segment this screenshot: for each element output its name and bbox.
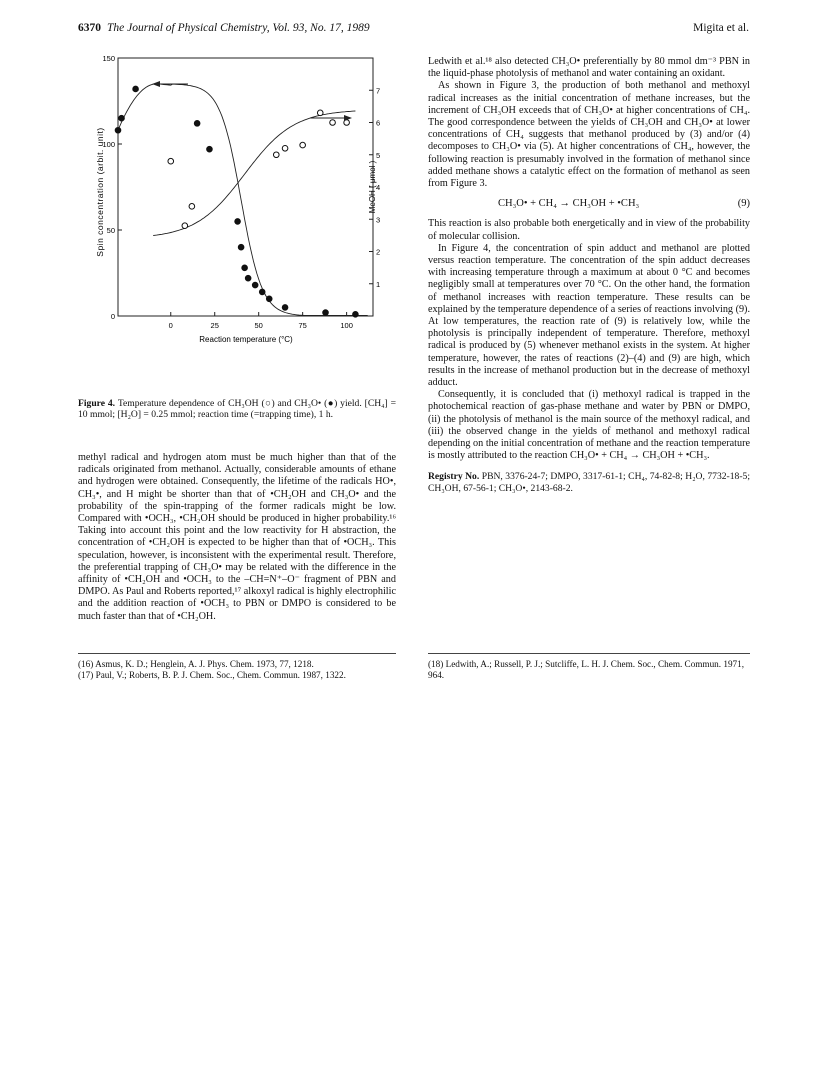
data-point-methanol	[189, 204, 195, 210]
equation-9	[428, 198, 750, 210]
y-right-tick-label: 5	[376, 150, 381, 160]
data-point-spin-adduct	[245, 275, 251, 281]
page-number: 6370	[78, 22, 101, 34]
y-right-tick-label: 2	[376, 247, 381, 257]
y-right-tick-label: 3	[376, 215, 381, 225]
data-point-spin-adduct	[252, 282, 258, 288]
equation-number: (9)	[737, 198, 750, 210]
data-point-methanol	[273, 152, 279, 158]
data-point-spin-adduct	[266, 296, 272, 302]
running-authors: Migita et al.	[693, 22, 749, 34]
data-point-methanol	[300, 142, 306, 148]
footnote-rule	[78, 653, 396, 654]
left-paragraph: methyl radical and hydrogen atom must be much higher than that of the radicals originated from methanol. Actually, considerable amounts of ethane and hydrogen were obtained. Consequently, the lifetime of the radicals HO•, CH₃•, and H might be shorter than that of •CH₂OH and CH₃O• and the probability of the spin-trapping of the former radicals might be low. Compared with •OCH₃, •CH₂OH should be produced in higher probability.¹⁶ Taking into account this point and the low reactivity for H abstraction, the concentration of •CH₂OH is expected to be higher than that of •OCH₃. This speculation, however, is inconsistent with the experimental result. Therefore, the preferential trapping of CH₃O• may be related with the difference in the affinity of •CH₂OH and •OCH₃ to the –CH=N⁺–O⁻ fragment of PBN and DMPO. As Paul and Roberts reported,¹⁷ alkoxyl radical is highly electrophilic and the addition reaction of •OCH₃ to PBN or DMPO is considered to be much faster than that of •CH₂OH.	[78, 452, 396, 622]
data-point-methanol	[317, 110, 323, 116]
y-right-tick-label: 4	[376, 183, 381, 192]
y-tick-label: 50	[106, 226, 115, 235]
right-paragraph-1: Ledwith et al.¹⁸ also detected CH₃O• preferentially by 80 mmol dm⁻³ PBN in the liquid-phase photolysis of methanol and water containing an oxidant.	[428, 56, 750, 80]
data-point-spin-adduct	[323, 310, 329, 316]
right-paragraph-2: As shown in Figure 3, the production of both methanol and methoxyl radical increases as the initial concentration of methane increases, but the increment of CH₃OH exceeds that of CH₃O• at higher concentrations of CH₄. The good correspondence between the yields of CH₃OH and CH₃O• at lower concentrations of CH₄ suggests that methanol produced by (3) and/or (4) decomposes to CH₃O• via (5). At higher concentrations of CH₄, however, the following reaction is presumably involved in the formation of methanol since added methane shows a catalytic effect on the formation of methanol as seen from Figure 3.	[428, 80, 750, 190]
x-tick-label: 100	[340, 321, 353, 330]
y-tick-label: 0	[110, 312, 115, 321]
y-right-tick-label: 1	[376, 279, 381, 289]
data-point-spin-adduct	[282, 305, 288, 311]
figure-4-chart	[78, 52, 408, 397]
right-paragraph-4: In Figure 4, the concentration of spin adduct and methanol are plotted versus reaction temperature. The concentration of the spin adduct decreases with increasing temperature through a maximum at about 0 °C and becomes negligibly small at temperatures over 70 °C. On the other hand, the formation of methanol increases with reaction temperature. These results can be explained by the temperature dependence of a series of reactions involving (9). At low temperatures, the reaction rate of (9) is relatively low, while the photolysis is principally independent of temperature. Therefore, methoxyl radical is produced by (5) whenever methanol exists in the system. At higher temperature, however, the rates of reactions (2)–(4) and (9) are high, which results in the increase of methanol production but in the decrease of methoxyl adduct.	[428, 242, 750, 389]
journal-title: The Journal of Physical Chemistry, Vol. 93, No. 17, 1989	[107, 22, 370, 34]
data-point-spin-adduct	[259, 289, 265, 295]
x-axis-label: Reaction temperature (°C)	[199, 335, 293, 344]
right-column	[428, 56, 750, 495]
footnote-rule	[428, 653, 750, 654]
data-point-spin-adduct	[238, 244, 244, 250]
y-axis-label: Spin concentration (arbit. unit)	[95, 127, 105, 257]
x-tick-label: 25	[210, 321, 219, 330]
footnotes-left	[78, 653, 396, 681]
curve-methanol	[153, 111, 355, 236]
right-paragraph-3: This reaction is also probable both energetically and in view of the probability of molecular collision.	[428, 218, 750, 242]
y-right-tick-label: 7	[376, 86, 381, 96]
footnote-17: (17) Paul, V.; Roberts, B. P. J. Chem. Soc., Chem. Commun. 1987, 1322.	[78, 670, 346, 680]
y-axis-label-right: MeOH ( μmol )	[368, 160, 377, 214]
data-point-spin-adduct	[119, 115, 125, 121]
footnote-16: (16) Asmus, K. D.; Henglein, A. J. Phys. Chem. 1973, 77, 1218.	[78, 659, 314, 669]
y-tick-label: 150	[102, 54, 115, 63]
curve-spin-adduct	[118, 84, 368, 316]
figure-4	[78, 52, 408, 397]
caption-label: Figure 4.	[78, 398, 116, 409]
registry-numbers	[428, 471, 750, 495]
data-point-spin-adduct	[115, 127, 121, 133]
data-point-spin-adduct	[235, 219, 241, 225]
x-tick-label: 75	[298, 321, 307, 330]
footnotes-right	[428, 653, 750, 681]
caption-text: Temperature dependence of CH₃OH (○) and CH₃O• (●) yield. [CH₄] = 10 mmol; [H₂O] = 0.25 mmol; reaction time (=trapping time), 1 h.	[78, 398, 396, 420]
data-point-methanol	[182, 223, 188, 229]
y-right-tick-label: 6	[376, 118, 381, 128]
registry-label: Registry No.	[428, 470, 480, 482]
arrow-left-axis-head	[152, 81, 160, 87]
footnote-18: (18) Ledwith, A.; Russell, P. J.; Sutcliffe, L. H. J. Chem. Soc., Chem. Commun. 1971, 964.	[428, 659, 745, 680]
right-paragraph-5: Consequently, it is concluded that (i) methoxyl radical is trapped in the photochemical reaction of gas-phase methane and water by PBN or DMPO, (ii) the photolysis of methanol is the main source of the methoxyl radical, and (iii) the observed change in the yields of methanol and methoxyl radical depending on the initial concentration of methane and the reaction temperature is mostly attributed to the reaction CH₃O• + CH₄ → CH₃OH + •CH₃.	[428, 389, 750, 462]
data-point-spin-adduct	[207, 146, 213, 152]
data-point-methanol	[168, 158, 174, 164]
data-point-spin-adduct	[242, 265, 248, 271]
left-column	[78, 452, 396, 623]
figure-caption	[78, 398, 396, 420]
x-tick-label: 0	[168, 321, 173, 330]
data-point-methanol	[330, 120, 336, 126]
data-point-spin-adduct	[353, 311, 359, 317]
data-point-spin-adduct	[194, 121, 200, 127]
registry-text: PBN, 3376-24-7; DMPO, 3317-61-1; CH₄, 74-82-8; H₂O, 7732-18-5; CH₃OH, 67-56-1; CH₃O•, 2143-68-2.	[428, 470, 750, 494]
equation-body: CH₃O• + CH₄ → CH₃OH + •CH₃	[498, 198, 640, 210]
data-point-spin-adduct	[133, 86, 139, 92]
data-point-methanol	[282, 146, 288, 152]
x-tick-label: 50	[254, 321, 263, 330]
y-tick-label: 100	[102, 140, 115, 149]
